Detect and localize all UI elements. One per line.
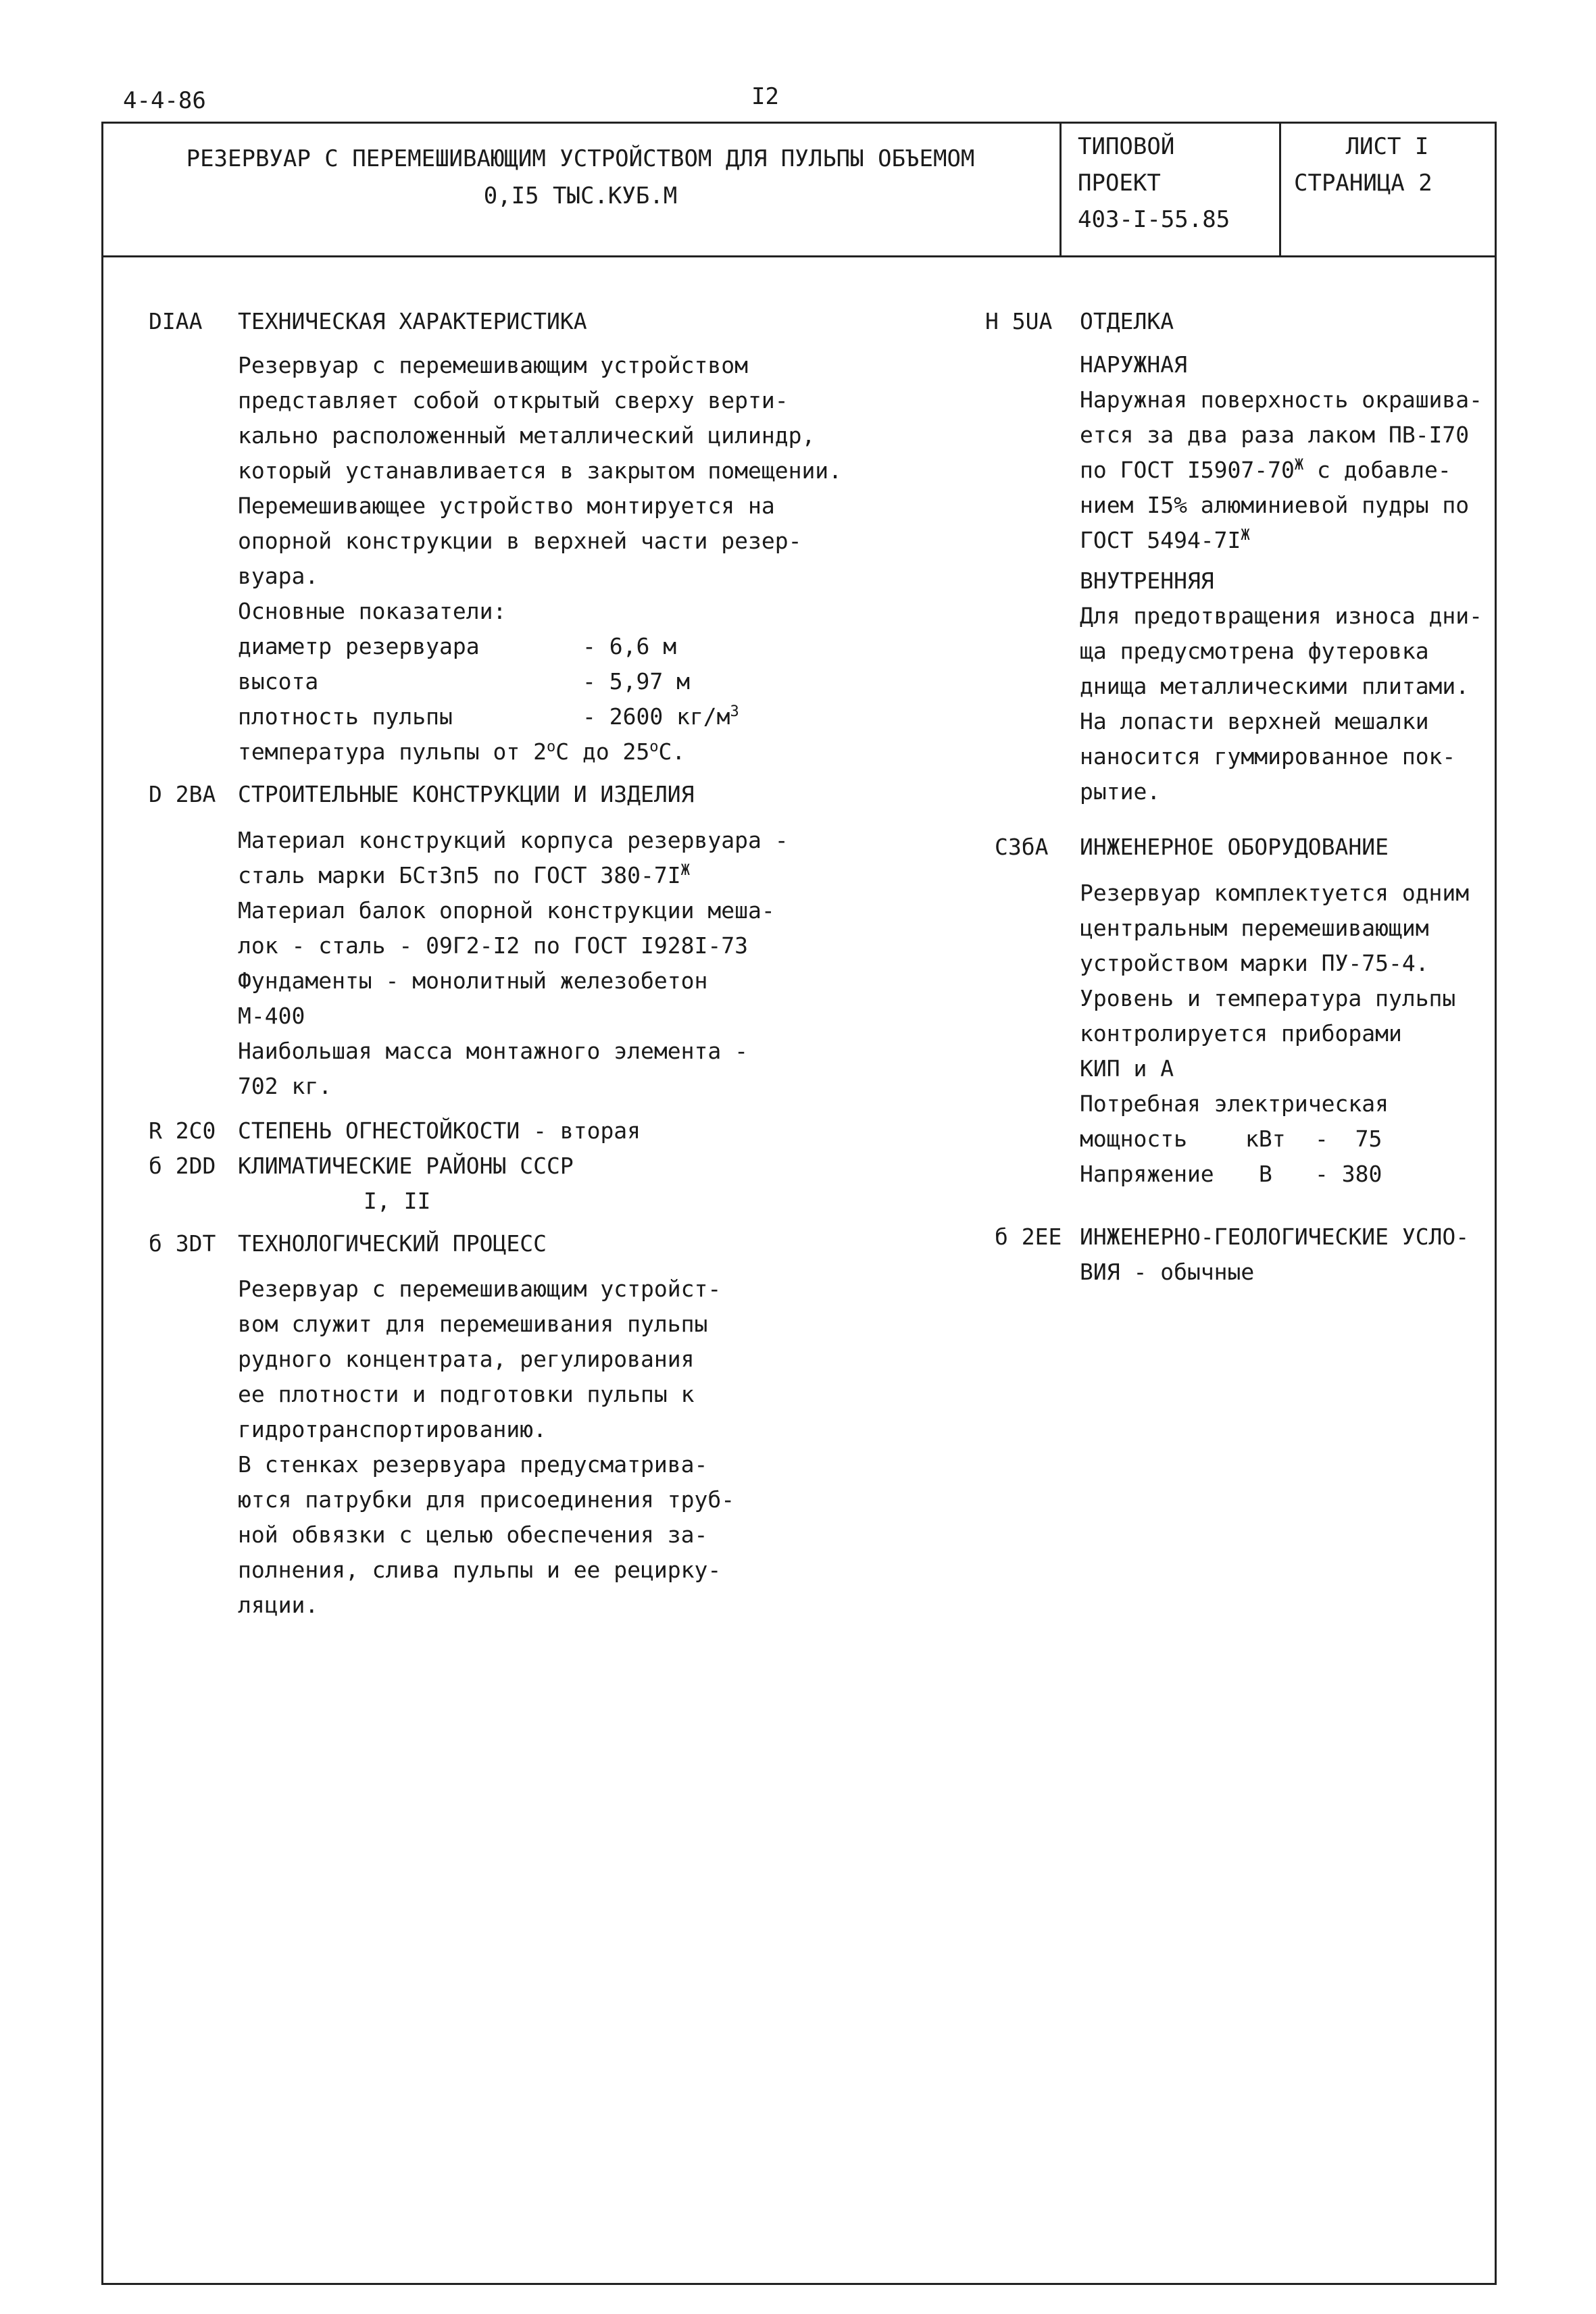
param-row xyxy=(238,699,842,734)
voltage-row xyxy=(1080,1157,1469,1192)
temperature-line: температура пульпы от $2^оС$ до $25^оС$. xyxy=(238,738,686,765)
text-line: В стенках резервуара предусматрива- xyxy=(238,1451,708,1478)
param-name: высота xyxy=(238,668,319,695)
text-line: ной обвязки с целью обеспечения за- xyxy=(238,1521,708,1548)
voltage-unit: В xyxy=(1259,1161,1272,1187)
geology-line: ВИЯ - обычные xyxy=(1080,1259,1255,1285)
project-label-1: ТИПОВОЙ xyxy=(1078,133,1175,160)
text-line: вуара. xyxy=(238,563,319,589)
text-line: сталь марки БСт3п5 по ГОСТ $380-7I^Ж$ xyxy=(238,862,690,888)
text-line: Материал конструкций корпуса резервуара - xyxy=(238,827,789,853)
text-line: Резервуар комплектуется одним xyxy=(1080,880,1470,906)
text-line: Резервуар с перемешивающим устройством xyxy=(238,352,748,378)
text-line: лок - сталь - 09Г2-I2 по ГОСТ I928I-73 xyxy=(238,932,748,959)
text-line: опорной конструкции в верхней части резер- xyxy=(238,528,802,554)
text-line: Наибольшая масса монтажного элемента - xyxy=(238,1038,748,1064)
section-code: б 2DD xyxy=(149,1153,216,1179)
param-value: - 2600 $кг/м^3$ xyxy=(582,703,739,730)
title-divider xyxy=(1059,122,1062,257)
text-line: наносится гуммированное пок- xyxy=(1080,743,1456,770)
section-code: D 2BA xyxy=(149,781,216,807)
power-value: - 75 xyxy=(1315,1126,1382,1152)
section-heading: ТЕХНОЛОГИЧЕСКИЙ ПРОЦЕСС xyxy=(238,1230,547,1257)
text-line: Для предотвращения износа дни- xyxy=(1080,603,1483,629)
section-code: R 2C0 xyxy=(149,1117,216,1144)
text-line: центральным перемешивающим xyxy=(1080,915,1429,941)
structures-text xyxy=(238,823,789,1104)
header-divider xyxy=(101,255,1497,257)
section-code: C3бA xyxy=(995,834,1049,860)
power-unit: кВт xyxy=(1245,1126,1286,1152)
text-line: 702 кг. xyxy=(238,1073,332,1099)
power-label: мощность xyxy=(1080,1126,1187,1152)
text-line: ща предусмотрена футеровка xyxy=(1080,638,1429,664)
superscript: 3 xyxy=(730,703,739,720)
section-value: - обычные xyxy=(1120,1259,1255,1285)
text-line: На лопасти верхней мешалки xyxy=(1080,708,1429,734)
superscript: Ж xyxy=(680,862,690,879)
title-line-1: РЕЗЕРВУАР С ПЕРЕМЕШИВАЮЩИМ УСТРОЙСТВОМ ДЛЯ ПУЛЬПЫ ОБЪЕМОМ xyxy=(186,145,975,172)
param-row xyxy=(238,629,842,664)
text-line: который устанавливается в закрытом помещении. xyxy=(238,457,843,484)
section-heading: ИНЖЕНЕРНО-ГЕОЛОГИЧЕСКИЕ УСЛО- xyxy=(1080,1224,1470,1250)
section-heading: СТРОИТЕЛЬНЫЕ КОНСТРУКЦИИ И ИЗДЕЛИЯ xyxy=(238,781,695,807)
text-line: нием I5% алюминиевой пудры по xyxy=(1080,492,1470,518)
subheading: ВНУТРЕННЯЯ xyxy=(1080,568,1214,594)
equipment-text xyxy=(1080,876,1469,1192)
page-number: I2 xyxy=(751,83,779,110)
text-line: рытие. xyxy=(1080,778,1161,805)
text-line: устройством марки ПУ-75-4. xyxy=(1080,950,1429,976)
text-line: представляет собой открытый сверху верти- xyxy=(238,387,789,413)
section-heading: КЛИМАТИЧЕСКИЕ РАЙОНЫ СССР xyxy=(238,1153,574,1179)
section-code: DIAA xyxy=(149,308,203,334)
param-row xyxy=(238,664,842,699)
document-code: 4-4-86 xyxy=(123,87,206,114)
section-code: б 3DT xyxy=(149,1230,216,1257)
process-text xyxy=(238,1272,734,1623)
climate-regions-value: I, II xyxy=(364,1188,431,1214)
power-row xyxy=(1080,1122,1469,1157)
text-line: ГОСТ $5494-7I^Ж$ xyxy=(1080,527,1250,553)
sheet-label: ЛИСТ I xyxy=(1345,133,1429,160)
text-line: вом служит для перемешивания пульпы xyxy=(238,1311,708,1337)
text-line: КИП и А xyxy=(1080,1055,1174,1082)
text-line: ляции. xyxy=(238,1592,319,1618)
param-name: диаметр резервуара xyxy=(238,633,480,659)
text-line: Перемешивающее устройство монтируется на xyxy=(238,493,775,519)
text-line: ется за два раза лаком ПВ-I70 xyxy=(1080,422,1470,448)
text-line: Резервуар с перемешивающим устройст- xyxy=(238,1276,722,1302)
superscript: Ж xyxy=(1294,457,1304,474)
text-line: днища металлическими плитами. xyxy=(1080,673,1470,699)
section-heading: СТЕПЕНЬ ОГНЕСТОЙКОСТИ - вторая xyxy=(238,1117,641,1144)
tech-description xyxy=(238,348,842,770)
text-line: Фундаменты - монолитный железобетон xyxy=(238,967,708,994)
section-heading: ТЕХНИЧЕСКАЯ ХАРАКТЕРИСТИКА xyxy=(238,308,587,334)
project-number: 403-I-55.85 xyxy=(1078,206,1230,233)
text-line: кально расположенный металлический цилиндр, xyxy=(238,422,816,449)
text-line: контролируется приборами xyxy=(1080,1020,1402,1047)
superscript: Ж xyxy=(1241,527,1250,544)
text-line: Основные показатели: xyxy=(238,598,507,624)
text-line: Уровень и температура пульпы xyxy=(1080,985,1456,1011)
text-line: Материал балок опорной конструкции меша- xyxy=(238,897,775,924)
voltage-label: Напряжение xyxy=(1080,1161,1214,1187)
text-line: Наружная поверхность окрашива- xyxy=(1080,386,1483,413)
page-label: СТРАНИЦА 2 xyxy=(1294,170,1432,197)
text-line: гидротранспортированию. xyxy=(238,1416,547,1442)
text-line: ее плотности и подготовки пульпы к xyxy=(238,1381,695,1407)
finishing-text xyxy=(1080,347,1482,809)
param-value: - 6,6 м xyxy=(582,633,677,659)
section-heading: ОТДЕЛКА xyxy=(1080,308,1174,334)
text-line: Потребная электрическая xyxy=(1080,1090,1389,1117)
text-line: рудного концентрата, регулирования xyxy=(238,1346,695,1372)
section-code: H 5UA xyxy=(985,308,1053,334)
text-line: ются патрубки для присоединения труб- xyxy=(238,1486,735,1513)
voltage-value: - 380 xyxy=(1315,1161,1382,1187)
text-line: М-400 xyxy=(238,1003,305,1029)
title-line-2: 0,I5 ТЫС.КУБ.М xyxy=(483,182,678,209)
section-code: б 2EE xyxy=(995,1224,1062,1250)
subheading: НАРУЖНАЯ xyxy=(1080,351,1187,378)
section-value: - вторая xyxy=(520,1117,641,1144)
param-name: плотность пульпы xyxy=(238,703,453,730)
text-line: полнения, слива пульпы и ее рецирку- xyxy=(238,1557,722,1583)
project-label-2: ПРОЕКТ xyxy=(1078,170,1161,197)
text-line: по ГОСТ $I5907-70^Ж$ с добавле- xyxy=(1080,457,1451,483)
section-heading: ИНЖЕНЕРНОЕ ОБОРУДОВАНИЕ xyxy=(1080,834,1389,860)
param-value: - 5,97 м xyxy=(582,668,690,695)
